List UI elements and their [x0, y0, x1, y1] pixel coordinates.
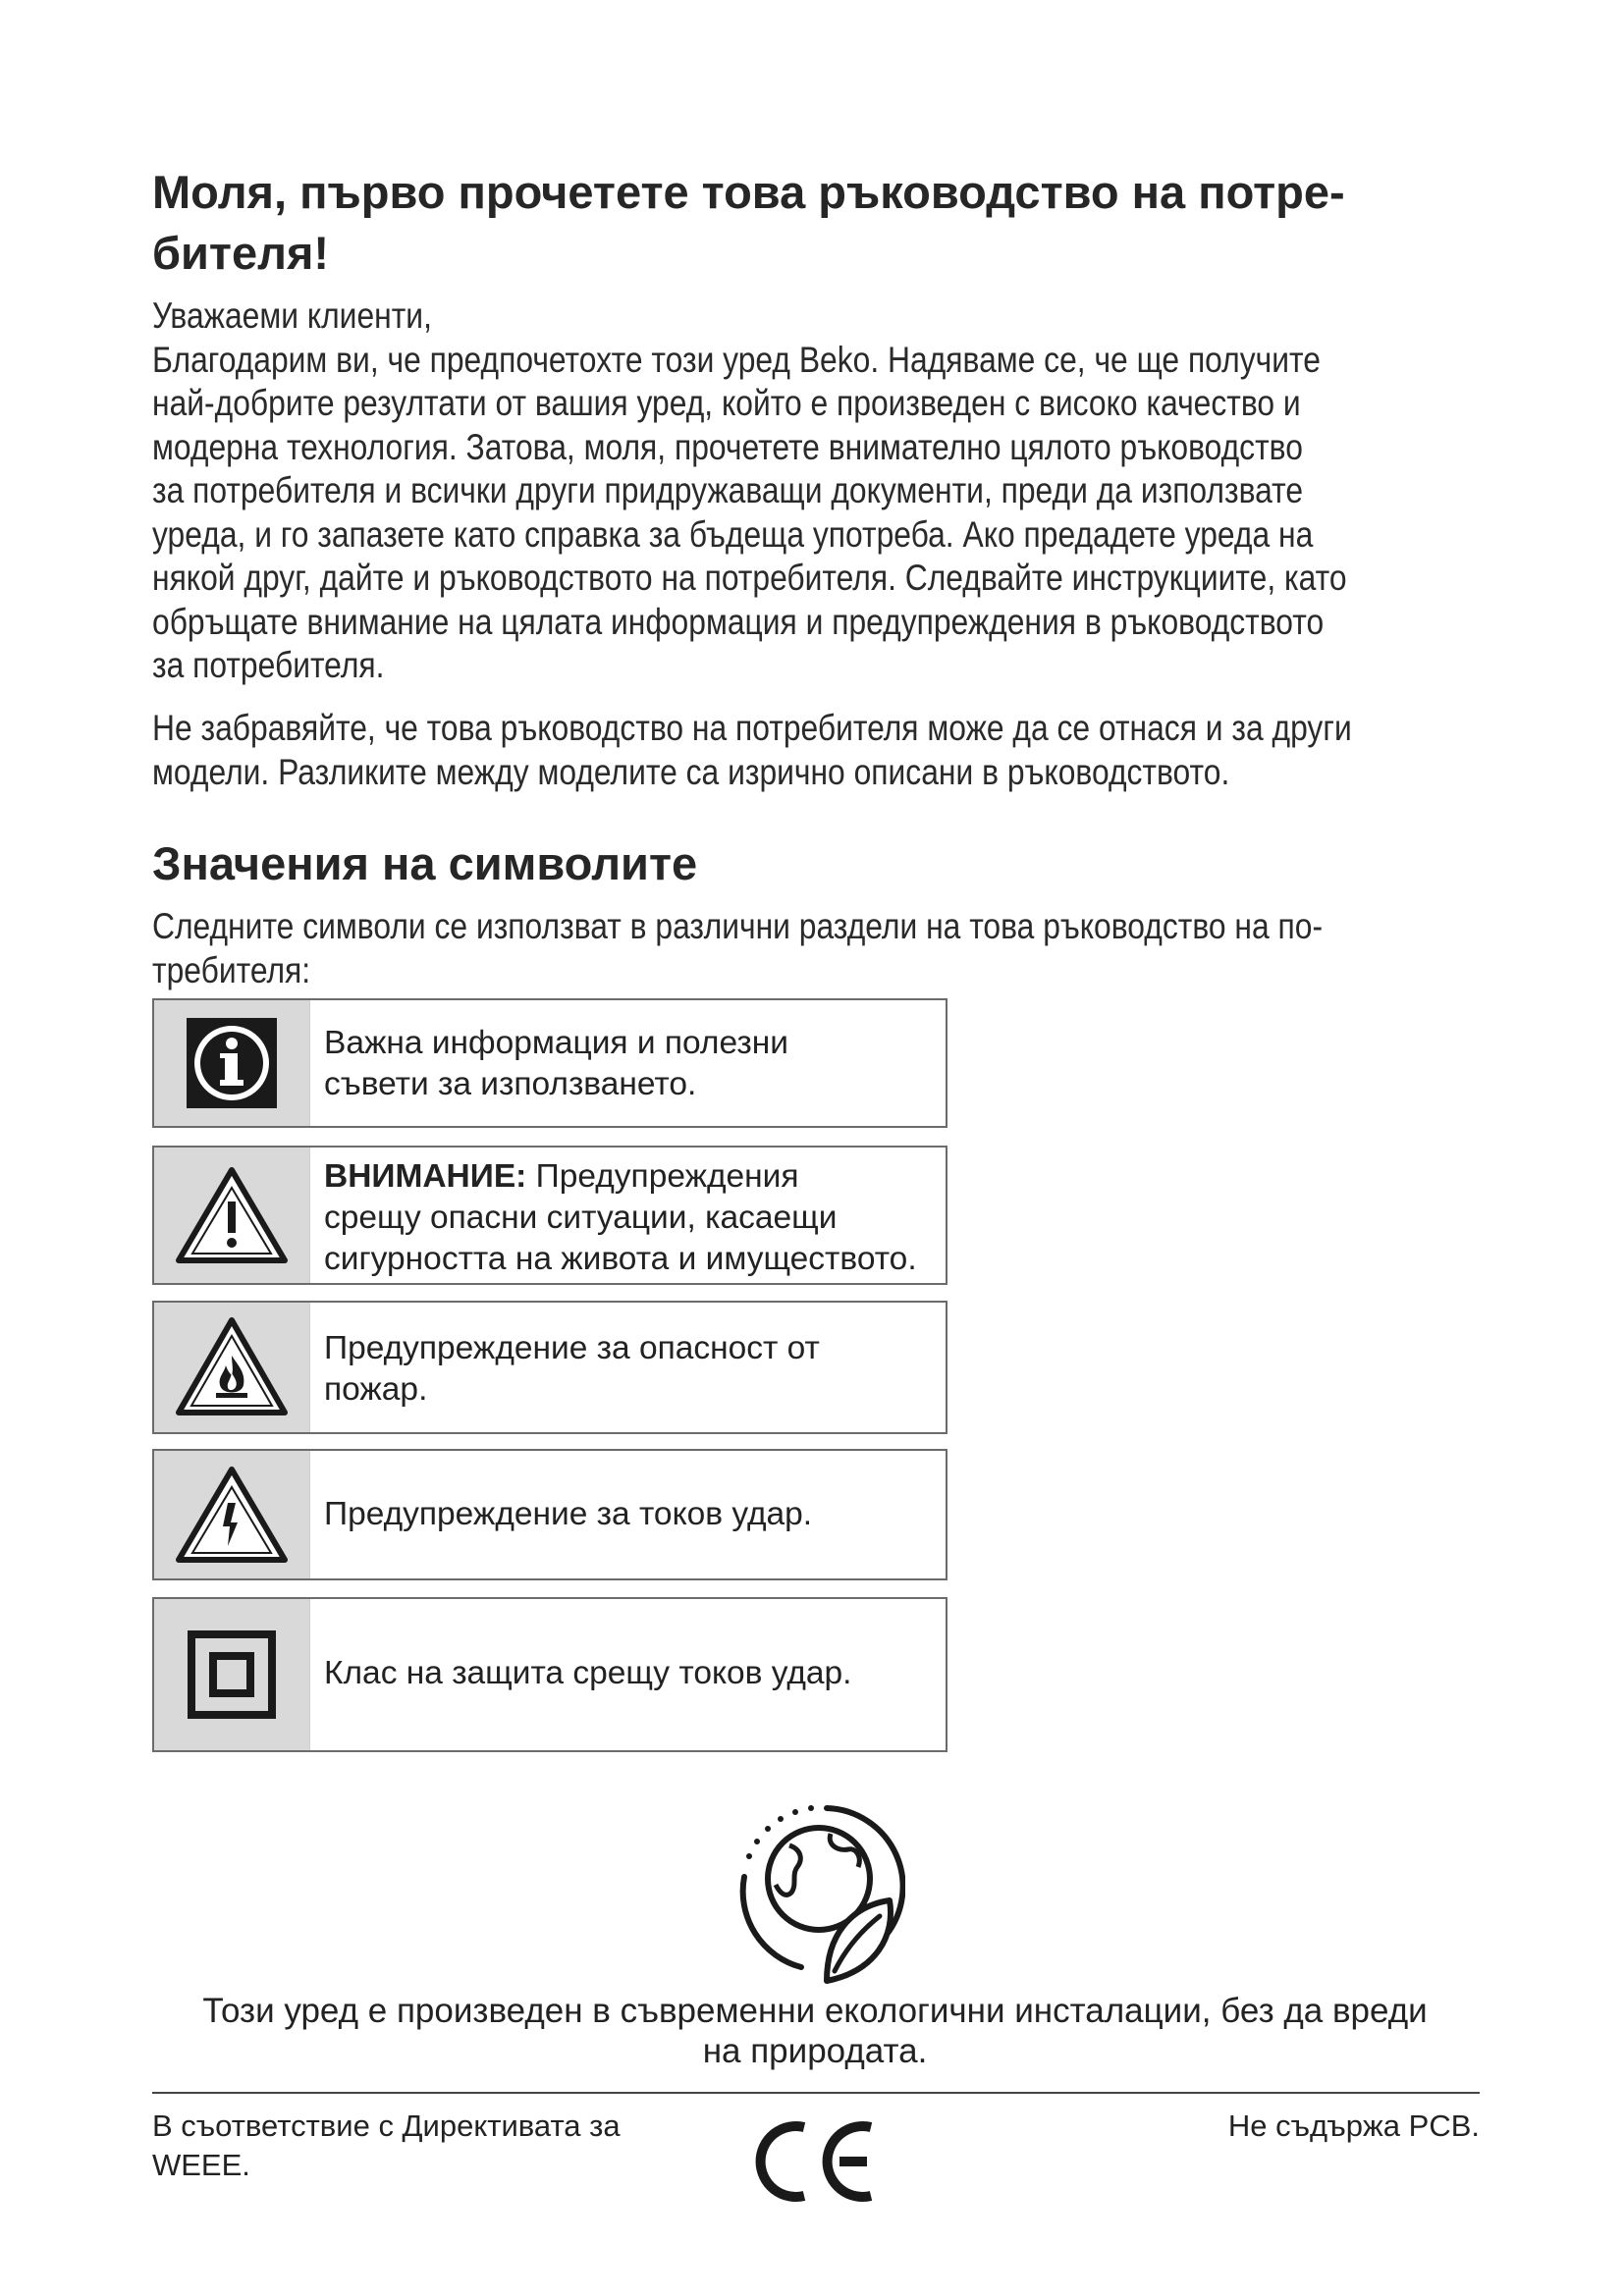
eco-globe-leaf-icon — [732, 1798, 905, 1985]
symbol-text-line: Предупреждение за токов удар. — [324, 1496, 813, 1532]
eco-caption-line: на природата. — [702, 2032, 928, 2070]
intro-text — [152, 294, 1517, 688]
symbol-row-info — [152, 998, 947, 1128]
symbol-icon-cell — [154, 1000, 310, 1126]
symbol-description — [324, 1156, 938, 1280]
symbol-description — [324, 1653, 938, 1694]
symbol-description — [324, 1328, 938, 1411]
intro-line: обръщате внимание на цялата информация и предупреждения в ръководството — [152, 601, 1325, 642]
symbol-text-line: сигурността на живота и имуществото. — [324, 1241, 917, 1277]
symbol-text-line: Клас на защита срещу токов удар. — [324, 1655, 852, 1691]
symbol-text-line: съвети за използването. — [324, 1066, 697, 1102]
symbol-icon-cell — [154, 1599, 310, 1750]
symbol-text-line — [324, 1156, 938, 1198]
intro-line: модерна технология. Затова, моля, прочетете внимателно цялото ръководство — [152, 426, 1303, 467]
page-title — [152, 162, 1507, 284]
symbols-intro-line: требителя: — [152, 949, 311, 990]
ce-mark-icon — [749, 2117, 879, 2206]
warning-text: Предупреждения — [526, 1158, 799, 1195]
electric-shock-icon — [175, 1466, 289, 1564]
info-icon — [185, 1016, 279, 1110]
symbol-icon-cell — [154, 1303, 310, 1432]
symbol-text-line: Предупреждение за опасност от — [324, 1330, 820, 1366]
fire-warning-icon — [175, 1316, 289, 1418]
symbol-row-fire — [152, 1301, 947, 1434]
warning-icon — [175, 1166, 289, 1264]
eco-caption-line: Този уред е произведен в съвременни екологични инсталации, без да вреди — [202, 1992, 1428, 2030]
note-line: Не забравяйте, че това ръководство на потребителя може да се отнася и за други — [152, 708, 1352, 748]
weee-line: WEEE. — [152, 2148, 250, 2182]
symbol-description — [324, 1023, 938, 1105]
title-line-2: бителя! — [152, 227, 330, 279]
symbol-text-line: Важна информация и полезни — [324, 1025, 788, 1061]
symbol-row-protection-class — [152, 1597, 947, 1752]
pcb-free-note: Не съдържа PCB. — [1227, 2109, 1480, 2143]
symbol-description — [324, 1494, 938, 1535]
symbol-icon-cell — [154, 1451, 310, 1578]
symbol-text-line: срещу опасни ситуации, касаещи — [324, 1200, 838, 1236]
footer-divider — [152, 2092, 1480, 2094]
intro-line: някой друг, дайте и ръководството на потребителя. Следвайте инструкциите, като — [152, 558, 1347, 598]
protection-class-icon — [188, 1630, 276, 1719]
intro-line: за потребителя. — [152, 645, 385, 685]
eco-caption — [152, 1991, 1478, 2071]
models-note — [152, 707, 1517, 794]
weee-line: В съответствие с Директивата за — [152, 2109, 621, 2143]
intro-line: Благодарим ви, че предпочетохте този уред Beko. Надяваме се, че ще получите — [152, 339, 1321, 380]
intro-line: най-добрите резултати от вашия уред, който е произведен с високо качество и — [152, 383, 1301, 423]
greeting: Уважаеми клиенти, — [152, 295, 432, 336]
symbol-row-shock — [152, 1449, 947, 1580]
intro-line: за потребителя и всички други придружаващи документи, преди да използвате — [152, 470, 1304, 510]
symbol-row-warning — [152, 1146, 947, 1285]
symbol-icon-cell — [154, 1148, 310, 1283]
intro-line: уреда, и го запазете като справка за бъдеща употреба. Ако предадете уреда на — [152, 513, 1314, 555]
symbols-intro-line: Следните символи се използват в различни раздели на това ръководство на по- — [152, 906, 1324, 946]
note-line: модели. Разликите между моделите са изрично описани в ръководството. — [152, 751, 1230, 792]
weee-compliance — [152, 2107, 702, 2185]
symbol-text-line: пожар. — [324, 1371, 428, 1408]
title-line-1: Моля, първо прочетете това ръководство на потре- — [152, 166, 1345, 218]
symbols-intro — [152, 905, 1517, 992]
symbols-heading: Значения на символите — [152, 837, 698, 889]
warning-label: ВНИМАНИЕ: — [324, 1158, 527, 1195]
